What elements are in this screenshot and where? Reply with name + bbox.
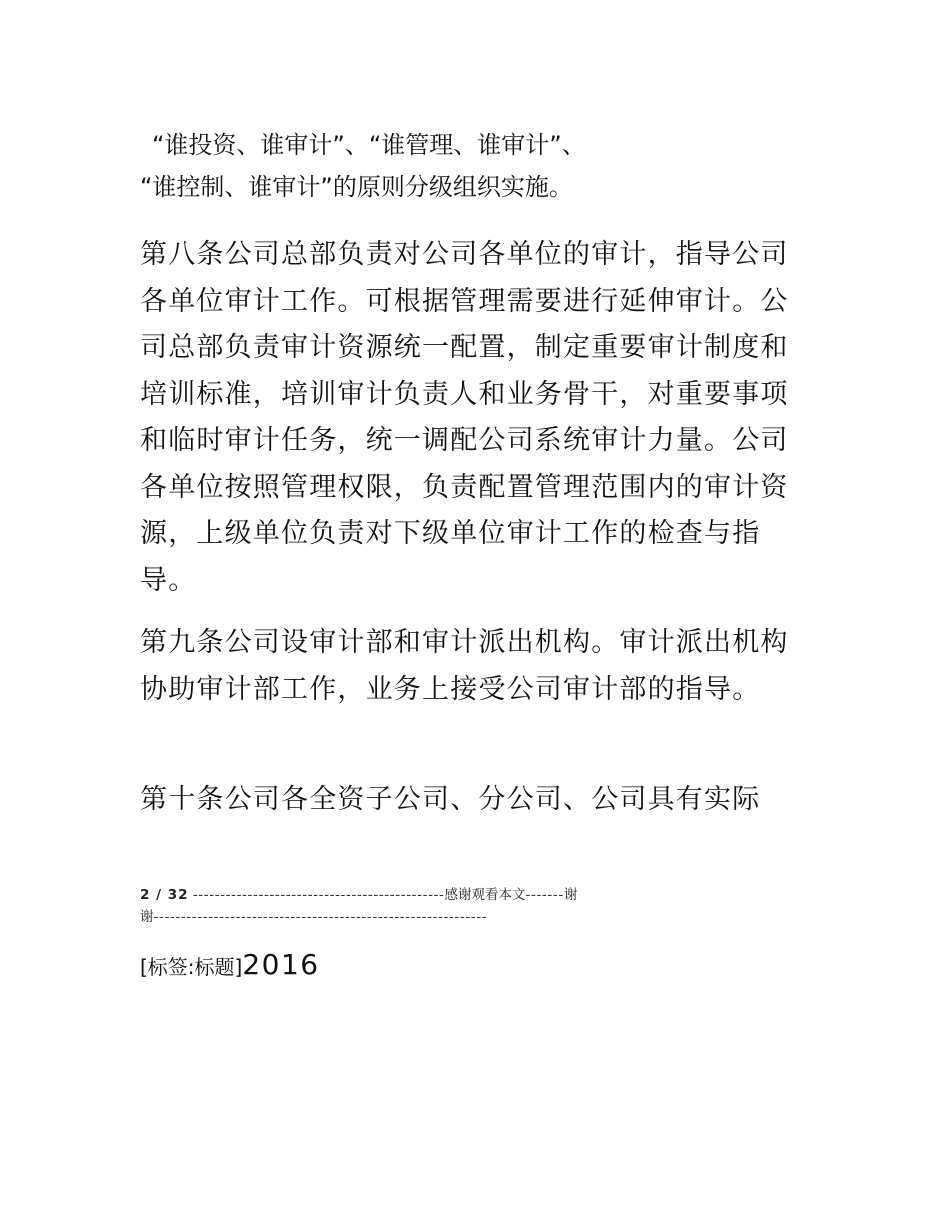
tag-line	[140, 945, 320, 987]
intro-line-2: “谁控制、谁审计”的原则分级组织实施。	[140, 173, 573, 201]
footer-xie-2: 谢	[140, 909, 154, 925]
tag-year: 2016	[242, 948, 320, 981]
page-footer	[140, 884, 720, 928]
intro-text	[140, 124, 820, 208]
article-9: 第九条公司设审计部和审计派出机构。审计派出机构协助审计部工作，业务上接受公司审计部的指导。	[140, 627, 789, 705]
article-8: 第八条公司总部负责对公司各单位的审计，指导公司各单位审计工作。可根据管理需要进行延伸审计。公司总部负责审计资源统一配置，制定重要审计制度和培训标准，培训审计负责人和业务骨干，对重要事项和临时审计任务，统一调配公司系统审计力量。公司各单位按照管理权限，负责配置管理范围内的审计资源，上级单位负责对下级单位审计工作的检查与指导。	[140, 239, 789, 596]
intro-line-1: “谁投资、谁审计”、“谁管理、谁审计”、	[152, 131, 586, 159]
tag-label: [标签:标题]	[140, 955, 243, 979]
article-10: 第十条公司各全资子公司、分公司、公司具有实际	[140, 784, 761, 815]
footer-dashes-3: -------------------------------------------------------------	[153, 909, 488, 925]
footer-line-2	[140, 906, 720, 928]
footer-dashes-2: -------	[525, 887, 564, 903]
footer-line-1	[140, 884, 720, 906]
page-number: 2 / 32	[140, 887, 189, 903]
footer-thanks: 感谢观看本文	[444, 887, 526, 903]
footer-dashes-1: ----------------------------------------------	[192, 887, 445, 903]
footer-xie-1: 谢	[563, 887, 578, 903]
